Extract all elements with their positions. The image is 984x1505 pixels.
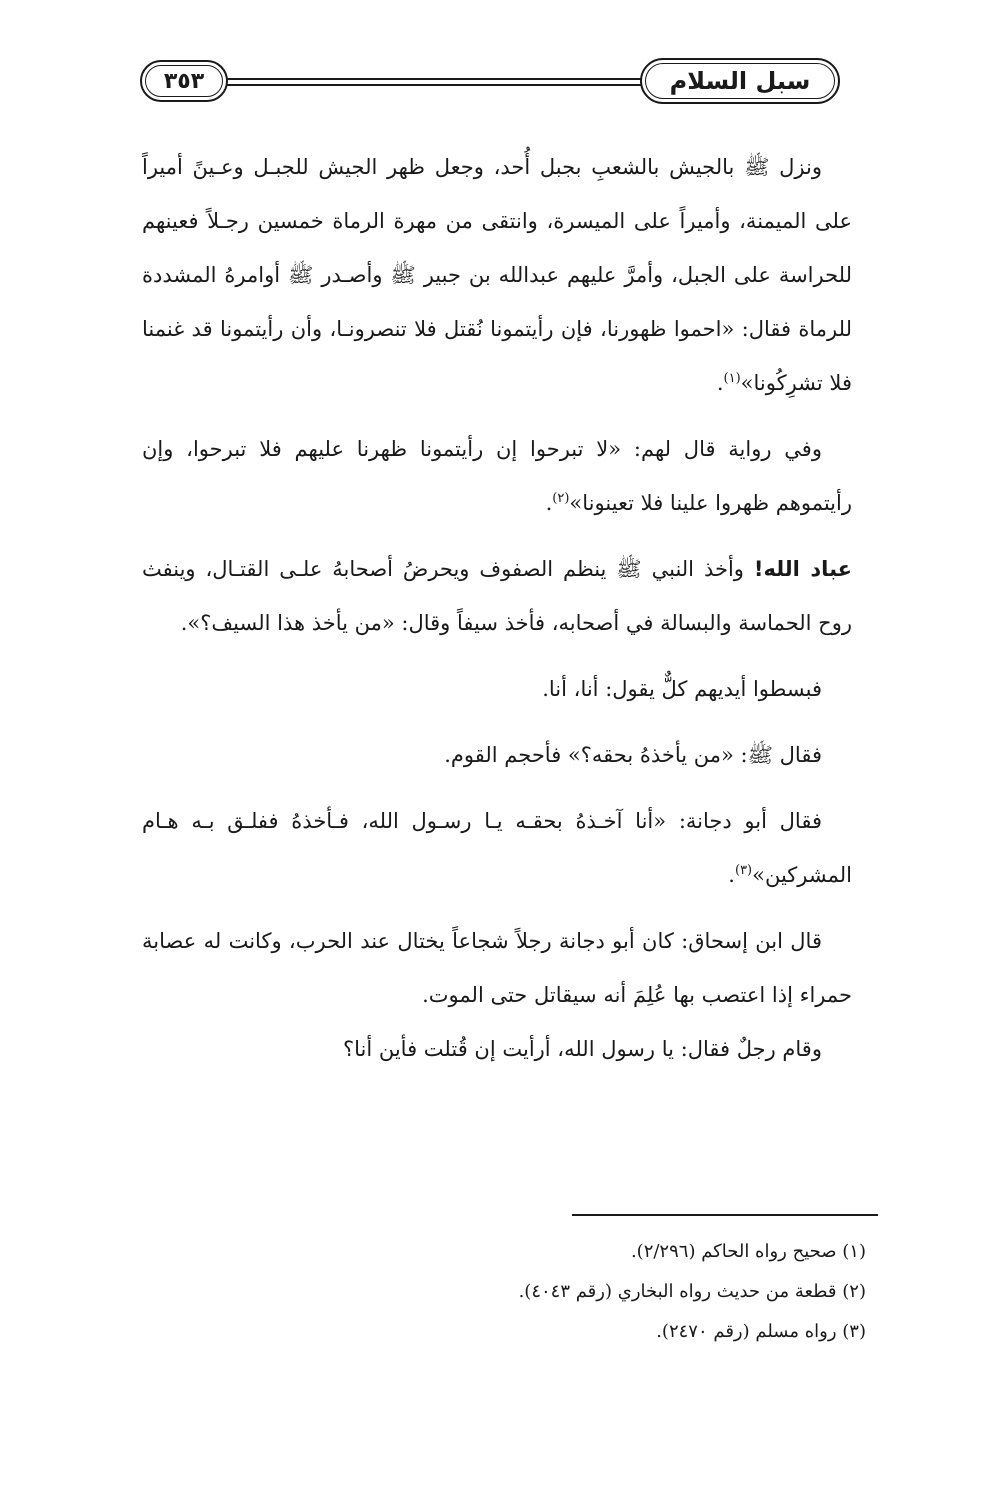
footnote-divider <box>572 1214 878 1216</box>
header-rule <box>224 84 644 86</box>
page-body <box>142 140 852 1088</box>
end-punct: . <box>728 863 735 887</box>
end-punct: . <box>716 371 724 395</box>
paragraph-text: فبسطوا أيديهم كلٌّ يقول: أنا، أنا. <box>542 677 822 701</box>
footnote-ref: (٣) <box>734 863 753 878</box>
book-title: سبل السلام <box>669 67 811 95</box>
paragraph-text: وقام رجلٌ فقال: يا رسول الله، أرأيت إن قُتلت فأين أنا؟ <box>342 1037 822 1061</box>
paragraph <box>142 914 852 1022</box>
footnote-ref: (١) <box>723 371 741 386</box>
paragraph-text: قال ابن إسحاق: كان أبو دجانة رجلاً شجاعاً يختال عند الحرب، وكانت له عصابة حمراء إذا اعتصب بها عُلِمَ أنه سيقاتل حتى الموت. <box>142 929 852 1007</box>
paragraph-text: وفي رواية قال لهم: «لا تبرحوا إن رأيتمونا ظهرنا عليهم فلا تبرحوا، وإن رأيتموهم ظهروا علينا فلا تعينونا» <box>142 437 852 515</box>
page-header <box>140 56 840 108</box>
paragraph <box>142 1022 852 1076</box>
footnotes <box>266 1232 866 1352</box>
footnote: (٣) رواه مسلم (رقم ٢٤٧٠). <box>656 1321 866 1342</box>
page-number-frame <box>140 60 228 102</box>
paragraph <box>142 794 852 902</box>
paragraph-text: وأخذ النبي ﷺ ينظم الصفوف ويحرضُ أصحابهُ علـى القتـال، وينفث روح الحماسة والبسالة في أصحابه، فأخذ سيفاً وقال: «من يأخذ هذا السيف؟». <box>142 557 852 635</box>
header-rule <box>224 78 644 80</box>
paragraph-text: فقال أبو دجانة: «أنا آخـذهُ بحقـه يـا رسـول الله، فـأخذهُ ففلـق بـه هـام المشركين» <box>142 809 852 887</box>
footnote: (٢) قطعة من حديث رواه البخاري (رقم ٤٠٤٣). <box>518 1281 866 1302</box>
paragraph-text: فقال ﷺ: «من يأخذهُ بحقه؟» فأحجم القوم. <box>444 743 822 767</box>
paragraph <box>142 140 852 410</box>
page-number: ٣٥٣ <box>163 68 205 94</box>
footnote: (١) صحيح رواه الحاكم (٢/٢٩٦). <box>630 1241 866 1262</box>
header-title-frame <box>640 58 840 104</box>
paragraph <box>142 542 852 650</box>
paragraph <box>142 662 852 716</box>
paragraph <box>142 728 852 782</box>
paragraph-text: ونزل ﷺ بالجيش بالشعبِ بجبل أُحد، وجعل ظهر الجيش للجبـل وعـينً أميراً على الميمنة، وأميراً على الميسرة، وانتقى من مهرة الرماة خمسين رجـلاً فعينهم للحراسة على الجبل، وأمرَّ عليهم عبدالله بن جبير ﷺ وأصـدر ﷺ أوامرهُ المشددة للرماة فقال: «احموا ظهورنا، فإن رأيتمونا نُقتل فلا تنصرونـا، وأن رأيتمونا قد غنمنا فلا تشرِكُونا» <box>142 155 853 395</box>
footnote-ref: (٢) <box>552 491 570 506</box>
end-punct: . <box>545 491 553 515</box>
paragraph <box>142 422 852 530</box>
lead-phrase: عباد الله! <box>753 557 852 581</box>
